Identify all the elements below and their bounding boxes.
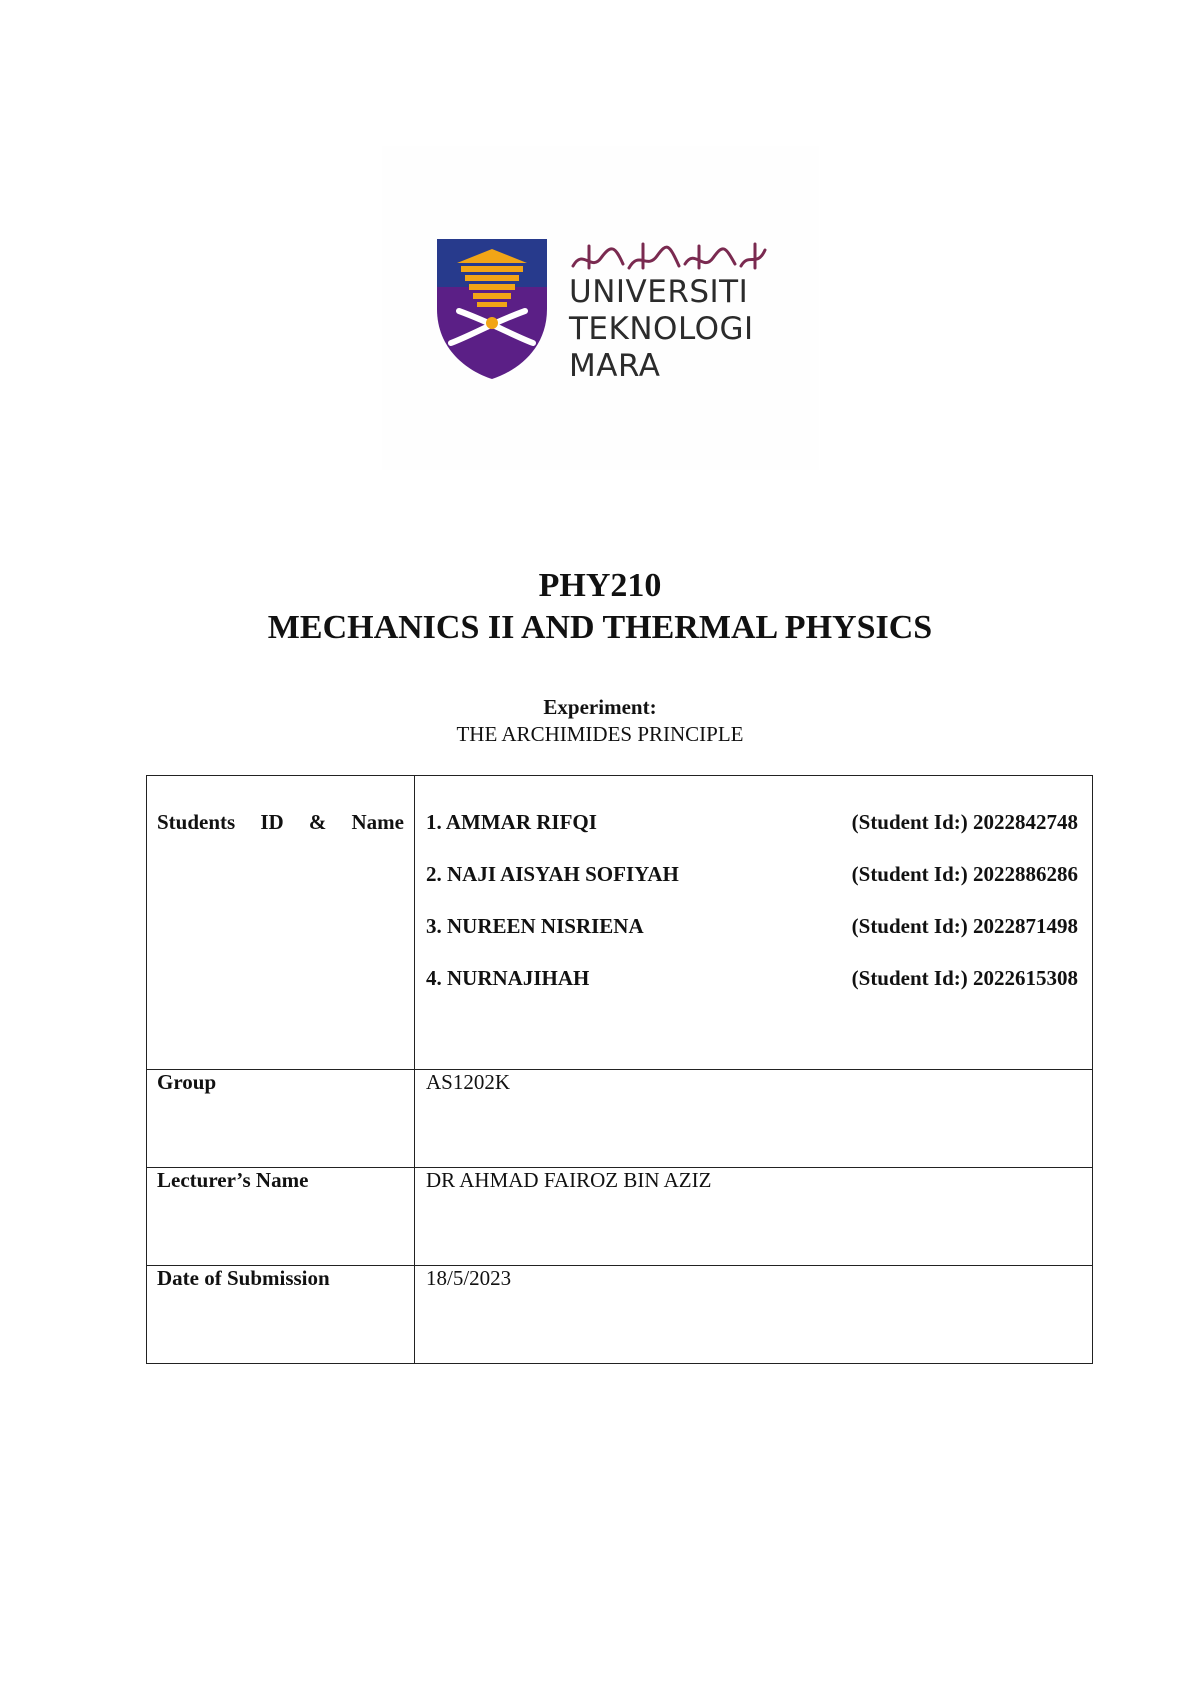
student-list — [426, 810, 1092, 1018]
student-name: 4. NURNAJIHAH — [426, 966, 590, 990]
jawi-script-icon — [569, 238, 769, 276]
submission-details-table — [146, 775, 1093, 1364]
students-label-cell — [147, 776, 415, 1070]
student-id-number: 2022871498 — [973, 914, 1078, 938]
university-logo — [382, 146, 819, 470]
student-name: 3. NUREEN NISRIENA — [426, 914, 644, 938]
students-list-cell — [415, 776, 1093, 1070]
students-label-word: Name — [351, 810, 404, 834]
student-id-label: (Student Id:) — [851, 914, 968, 938]
university-name-line-3: MARA — [569, 348, 661, 384]
student-id — [852, 810, 1078, 862]
student-name: 1. AMMAR RIFQI — [426, 810, 597, 834]
student-id-number: 2022842748 — [973, 810, 1078, 834]
lecturer-row — [147, 1168, 1093, 1266]
course-code: PHY210 — [538, 567, 662, 604]
students-row — [147, 776, 1093, 1070]
lecturer-value: DR AHMAD FAIROZ BIN AZIZ — [415, 1168, 1093, 1266]
students-label — [157, 810, 414, 835]
students-label-word: Students — [157, 810, 236, 834]
experiment-title: THE ARCHIMIDES PRINCIPLE — [456, 722, 744, 746]
university-name-line-2: TEKNOLOGI — [569, 311, 754, 347]
date-value: 18/5/2023 — [415, 1266, 1093, 1364]
student-id — [852, 862, 1078, 914]
student-entry — [426, 966, 1092, 1018]
student-id-label: (Student Id:) — [851, 862, 968, 886]
lecturer-label: Lecturer’s Name — [147, 1168, 415, 1266]
university-name-line-1: UNIVERSITI — [569, 274, 749, 310]
course-title: MECHANICS II AND THERMAL PHYSICS — [267, 609, 933, 646]
student-name: 2. NAJI AISYAH SOFIYAH — [426, 862, 679, 886]
date-row — [147, 1266, 1093, 1364]
student-id — [852, 966, 1078, 1018]
experiment-label: Experiment: — [543, 695, 657, 719]
students-label-word: & — [308, 810, 327, 834]
group-label: Group — [147, 1070, 415, 1168]
student-id — [852, 914, 1078, 966]
student-id-label: (Student Id:) — [851, 810, 968, 834]
students-label-word: ID — [260, 810, 284, 834]
student-id-number: 2022886286 — [973, 862, 1078, 886]
student-entry — [426, 914, 1092, 966]
university-name — [569, 274, 754, 385]
uitm-crest-icon — [437, 239, 547, 379]
student-id-number: 2022615308 — [973, 966, 1078, 990]
student-entry — [426, 810, 1092, 862]
student-entry — [426, 862, 1092, 914]
student-id-label: (Student Id:) — [851, 966, 968, 990]
date-label: Date of Submission — [147, 1266, 415, 1364]
group-value: AS1202K — [415, 1070, 1093, 1168]
group-row — [147, 1070, 1093, 1168]
